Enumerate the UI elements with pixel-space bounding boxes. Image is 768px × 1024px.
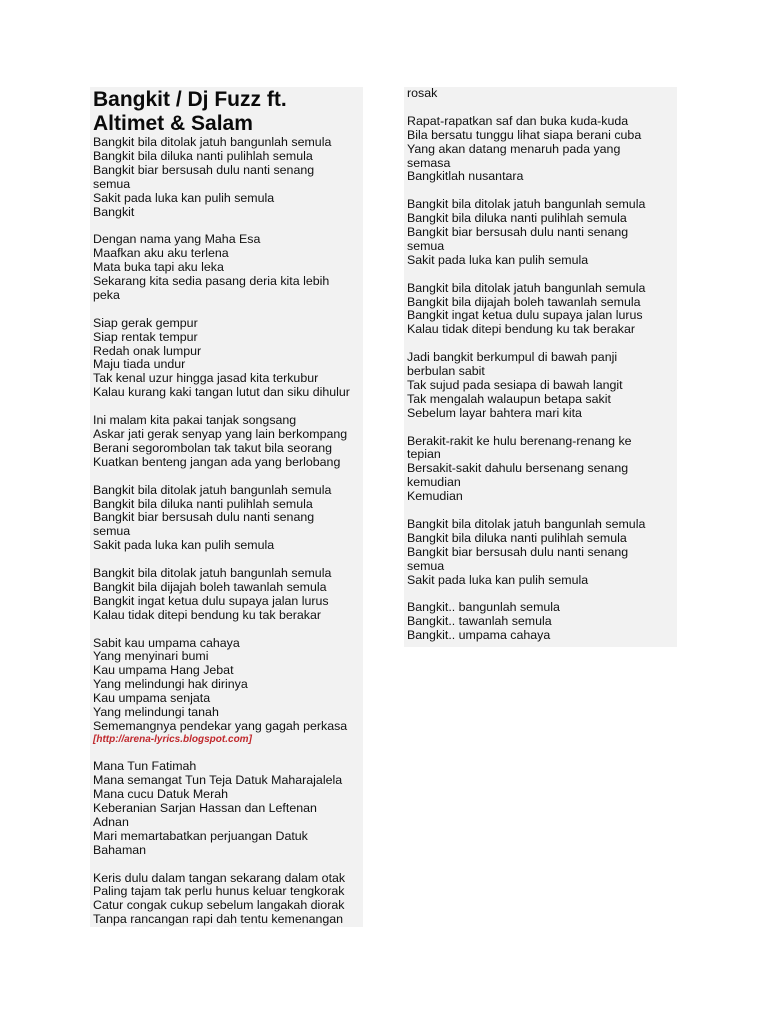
lyric-line: Redah onak lumpur [93, 343, 202, 358]
lyric-line: Yang menyinari bumi [93, 649, 209, 664]
stanza-break [407, 337, 674, 351]
lyric-line: Bangkit bila dijajah boleh tawanlah semula [93, 579, 327, 594]
lyric-line: semasa [407, 155, 451, 170]
lyric-line: Bangkit.. umpama cahaya [407, 628, 551, 643]
lyric-line: Bangkit bila diluka nanti pulihlah semula [407, 211, 627, 226]
lyric-line: Bangkit bila diluka nanti pulihlah semula [407, 530, 627, 545]
lyric-line: Sakit pada luka kan pulih semula [93, 538, 275, 553]
lyric-line: Bangkit biar bersusah dulu nanti senang [407, 544, 629, 559]
lyric-line: Siap rentak tempur [93, 329, 198, 344]
lyric-line: Maju tiada undur [93, 357, 186, 372]
lyric-line: Sebelum layar bahtera mari kita [407, 405, 582, 420]
lyric-line: Paling tajam tak perlu hunus keluar tengkorak [93, 884, 345, 899]
stanza-break [93, 858, 360, 872]
lyric-line: Tak mengalah walaupun betapa sakit [407, 391, 611, 406]
lyric-line: semua [93, 524, 131, 539]
stanza-break [407, 588, 674, 602]
lyric-line: Bangkit ingat ketua dulu supaya jalan lurus [93, 593, 329, 608]
lyric-line: Bangkit.. tawanlah semula [407, 614, 552, 629]
lyric-line: Bangkit biar bersusah dulu nanti senang [407, 225, 629, 240]
lyric-line: Mana Tun Fatimah [93, 759, 197, 774]
lyric-line: Bangkit biar bersusah dulu nanti senang [93, 510, 315, 525]
stanza-break [93, 303, 360, 317]
lyric-line: Bila bersatu tunggu lihat siapa berani cuba [407, 127, 642, 142]
lyric-line: Bangkit.. bangunlah semula [407, 600, 560, 615]
lyrics-block-left-upper [93, 136, 360, 734]
lyrics-column-right [404, 87, 677, 647]
lyric-line: Sakit pada luka kan pulih semula [93, 190, 275, 205]
lyric-line: Mata buka tapi aku leka [93, 260, 224, 275]
lyric-line: Jadi bangkit berkumpul di bawah panji [407, 350, 618, 365]
lyric-line: Bangkit bila diluka nanti pulihlah semula [93, 148, 313, 163]
lyric-line: Sakit pada luka kan pulih semula [407, 252, 589, 267]
lyric-line: Adnan [93, 814, 129, 829]
stanza-break [407, 504, 674, 518]
lyric-line: Berani segorombolan tak takut bila seorang [93, 440, 333, 455]
lyric-line: Bangkit biar bersusah dulu nanti senang [93, 162, 315, 177]
lyric-line: Ini malam kita pakai tanjak songsang [93, 413, 297, 428]
lyric-line: rosak [407, 86, 438, 100]
lyric-line: tepian [407, 447, 441, 462]
lyric-line: Bangkit bila ditolak jatuh bangunlah semula [407, 517, 646, 531]
lyric-line: Yang melindungi hak dirinya [93, 677, 248, 692]
lyrics-column-left [90, 87, 363, 927]
lyric-line: Sakit pada luka kan pulih semula [407, 572, 589, 587]
lyric-line: Tak sujud pada sesiapa di bawah langit [407, 377, 623, 392]
lyric-line: Kemudian [407, 489, 463, 504]
lyric-line: Sememangnya pendekar yang gagah perkasa [93, 718, 348, 733]
lyric-line: Bangkitlah nusantara [407, 169, 524, 184]
song-title [93, 88, 360, 136]
stanza-break [93, 400, 360, 414]
stanza-break [93, 553, 360, 567]
song-title-line-1: Bangkit / Dj Fuzz ft. [93, 88, 287, 111]
stanza-break [407, 184, 674, 198]
lyric-line: peka [93, 287, 120, 302]
lyric-line: Bersakit-sakit dahulu bersenang senang [407, 461, 629, 476]
lyric-line: Tak kenal uzur hingga jasad kita terkubur [93, 371, 319, 386]
stanza-break [407, 101, 674, 115]
lyric-line: Bangkit bila ditolak jatuh bangunlah semula [93, 566, 332, 581]
lyric-line: Mana cucu Datuk Merah [93, 787, 228, 802]
lyric-line: Mana semangat Tun Teja Datuk Maharajalela [93, 773, 343, 788]
lyric-line: Bangkit bila diluka nanti pulihlah semula [93, 496, 313, 511]
lyric-line: Bangkit bila ditolak jatuh bangunlah semula [93, 482, 332, 497]
lyric-line: Keberanian Sarjan Hassan dan Leftenan [93, 800, 317, 815]
lyric-line: Kau umpama Hang Jebat [93, 663, 234, 678]
lyric-line: Rapat-rapatkan saf dan buka kuda-kuda [407, 113, 629, 128]
lyric-line: Kuatkan benteng jangan ada yang berlobang [93, 454, 341, 469]
stanza-break [407, 268, 674, 282]
lyric-line: Kalau tidak ditepi bendung ku tak berakar [407, 322, 636, 337]
source-credit: [http://arena-lyrics.blogspot.com] [93, 733, 252, 745]
lyric-line: Bahaman [93, 842, 147, 857]
lyric-line: Kalau kurang kaki tangan lutut dan siku dihulur [93, 385, 350, 400]
stanza-break [93, 746, 360, 760]
lyric-line: Mari memartabatkan perjuangan Datuk [93, 828, 308, 843]
lyric-line: kemudian [407, 475, 461, 490]
lyric-line: Dengan nama yang Maha Esa [93, 232, 261, 247]
lyric-line: Keris dulu dalam tangan sekarang dalam otak [93, 870, 346, 885]
lyric-line: semua [407, 558, 445, 573]
lyric-line: Bangkit [93, 204, 135, 219]
lyric-line: Berakit-rakit ke hulu berenang-renang ke [407, 433, 632, 448]
lyric-line: Askar jati gerak senyap yang lain berkompang [93, 426, 348, 441]
lyric-line: Yang melindungi tanah [93, 705, 219, 720]
lyric-line: Sekarang kita sedia pasang deria kita lebih [93, 274, 330, 289]
lyric-line: Bangkit bila ditolak jatuh bangunlah semula [407, 197, 646, 212]
lyric-line: Catur congak cukup sebelum langakah diorak [93, 898, 345, 913]
stanza-break [93, 470, 360, 484]
lyric-line: Maafkan aku aku terlena [93, 246, 229, 261]
lyrics-block-right [407, 87, 674, 643]
lyric-line: Kau umpama senjata [93, 691, 211, 706]
lyric-line: Bangkit ingat ketua dulu supaya jalan lurus [407, 308, 643, 323]
lyric-line: semua [93, 176, 131, 191]
lyric-line: Sabit kau umpama cahaya [93, 635, 240, 650]
lyric-line: Siap gerak gempur [93, 315, 198, 330]
stanza-break [93, 219, 360, 233]
lyric-line: Bangkit bila dijajah boleh tawanlah semula [407, 294, 641, 309]
stanza-break [93, 623, 360, 637]
lyric-line: berbulan sabit [407, 364, 485, 379]
lyric-line: Tanpa rancangan rapi dah tentu kemenangan [93, 912, 344, 927]
lyric-line: semua [407, 238, 445, 253]
stanza-break [407, 421, 674, 435]
song-title-line-2: Altimet & Salam [93, 112, 253, 135]
lyric-line: Bangkit bila ditolak jatuh bangunlah semula [93, 135, 332, 149]
lyric-line: Yang akan datang menaruh pada yang [407, 141, 621, 156]
lyrics-block-left-lower [93, 746, 360, 927]
lyric-line: Bangkit bila ditolak jatuh bangunlah semula [407, 280, 646, 295]
lyric-line: Kalau tidak ditepi bendung ku tak berakar [93, 607, 322, 622]
